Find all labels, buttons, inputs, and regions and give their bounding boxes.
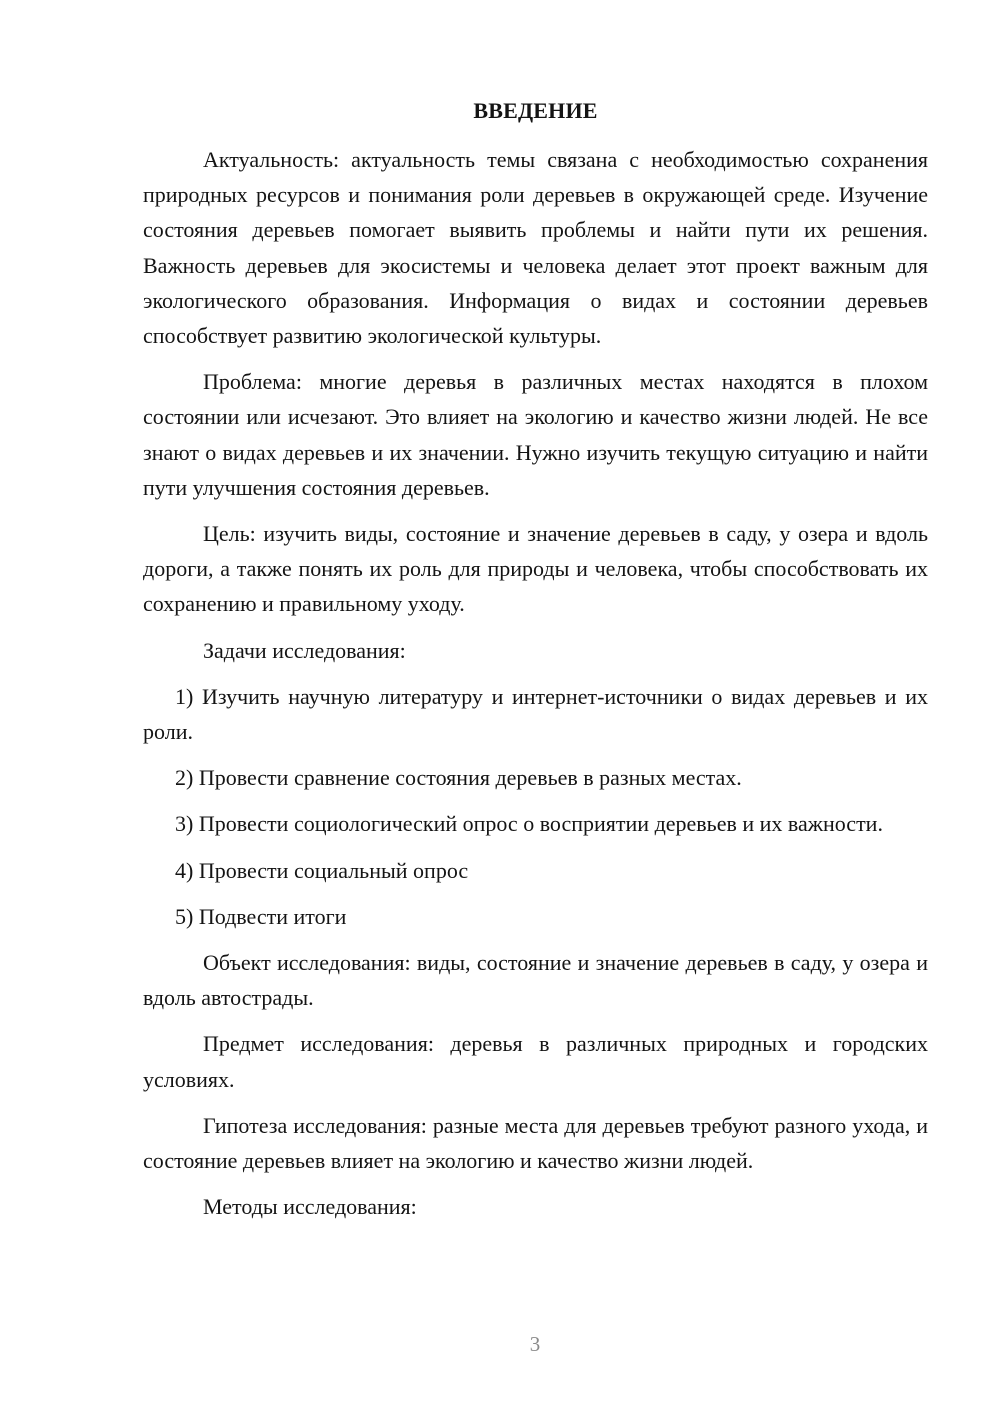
task-item: 4) Провести социальный опрос (175, 857, 469, 883)
section-title: ВВЕДЕНИЕ (473, 98, 598, 123)
subject-paragraph: Предмет исследования: деревья в различных природных и городских условиях. (143, 1031, 928, 1092)
task-item: 1) Изучить научную литературу и интернет-источники о видах деревьев и их роли. (143, 683, 928, 745)
goal-paragraph: Цель: изучить виды, состояние и значение деревьев в саду, у озера и вдоль дороги, а также понять их роль для природы и человека, чтобы способствовать их сохранению и правильному уходу. (143, 521, 928, 617)
tasks-heading: Задачи исследования: (203, 637, 406, 663)
methods-heading: Методы исследования: (203, 1194, 417, 1220)
task-item: 2) Провести сравнение состояния деревьев в разных местах. (175, 765, 742, 791)
relevance-paragraph: Актуальность: актуальность темы связана с необходимостью сохранения природных ресурсов и понимания роли деревьев в окружающей среде. Изучение состояния деревьев помогает выявить проблемы и найти пути их решения. Важность деревьев для экосистемы и человека делает этот проект важным для экологического образования. Информация о видах и состоянии деревьев способствует развитию экологической культуры. (143, 147, 928, 349)
task-item: 3) Провести социологический опрос о восприятии деревьев и их важности. (175, 811, 883, 837)
page-number: 3 (529, 1332, 541, 1356)
object-paragraph: Объект исследования: виды, состояние и значение деревьев в саду, у озера и вдоль автострады. (143, 950, 928, 1011)
page-content (143, 94, 928, 1224)
hypothesis-paragraph: Гипотеза исследования: разные места для деревьев требуют разного ухода, и состояние деревьев влияет на экологию и качество жизни людей. (143, 1112, 928, 1174)
problem-paragraph: Проблема: многие деревья в различных местах находятся в плохом состоянии или исчезают. Это влияет на экологию и качество жизни людей. Не все знают о видах деревьев и их значении. Нужно изучить текущую ситуацию и найти пути улучшения состояния деревьев. (143, 369, 928, 500)
task-item: 5) Подвести итоги (175, 903, 347, 929)
